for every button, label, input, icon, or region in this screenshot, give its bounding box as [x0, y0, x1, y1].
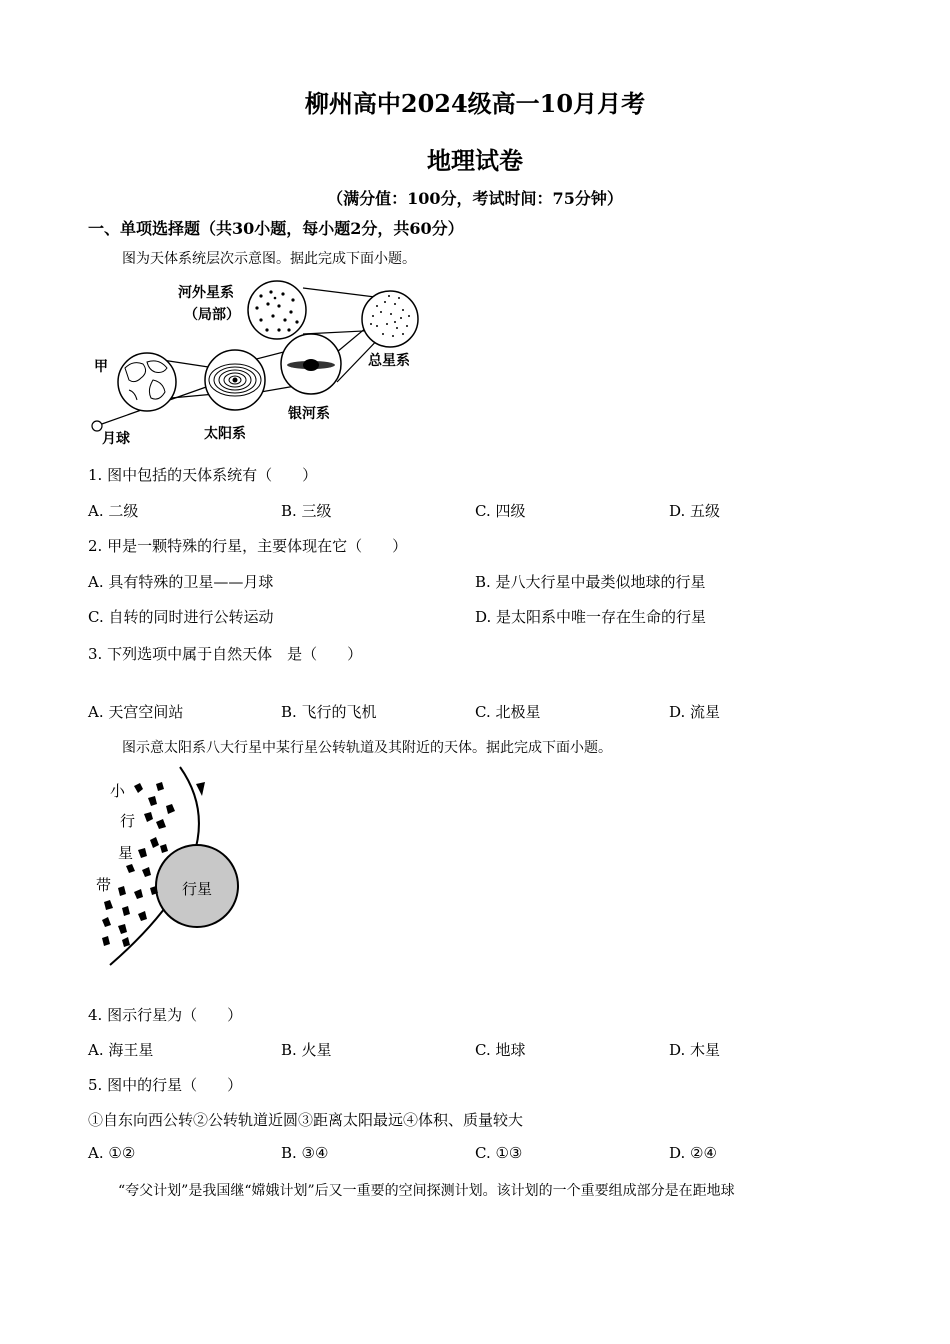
question-3-option-d[interactable]: D. 流星 — [669, 703, 721, 721]
label-milky-way: 银河系 — [288, 406, 330, 422]
exam-info: （满分值：100分，考试时间：75分钟） — [327, 189, 623, 208]
question-2-stem: 2. 甲是一颗特殊的行星，主要体现在它（ ） — [88, 537, 408, 555]
orbit-direction-arrow-icon — [196, 782, 205, 796]
question-3-option-b[interactable]: B. 飞行的飞机 — [281, 703, 377, 721]
intro-text-3: “夸父计划”是我国继“嫦娥计划”后又一重要的空间探测计划。该计划的一个重要组成部分是在距地球 — [118, 1183, 735, 1199]
question-5-stem: 5. 图中的行星（ ） — [88, 1076, 243, 1094]
question-5-option-d[interactable]: D. ②④ — [669, 1144, 717, 1162]
exam-subject: 地理试卷 — [427, 146, 523, 175]
extragalactic-circle — [248, 281, 306, 339]
question-3-option-a[interactable]: A. 天宫空间站 — [88, 703, 184, 721]
intro-text-2: 图示意太阳系八大行星中某行星公转轨道及其附近的天体。据此完成下面小题。 — [122, 740, 612, 756]
label-moon: 月球 — [102, 431, 130, 447]
question-1-option-a[interactable]: A. 二级 — [88, 502, 139, 520]
exam-title: 柳州高中2024级高一10月月考 — [304, 89, 646, 118]
question-5-option-c[interactable]: C. ①③ — [475, 1144, 523, 1162]
question-2-option-a[interactable]: A. 具有特殊的卫星——月球 — [88, 573, 274, 591]
belt-label-char-1: 小 — [110, 782, 126, 800]
question-2-option-d[interactable]: D. 是太阳系中唯一存在生命的行星 — [475, 608, 707, 626]
intro-text-1: 图为天体系统层次示意图。据此完成下面小题。 — [122, 251, 416, 267]
question-1-option-d[interactable]: D. 五级 — [669, 502, 721, 520]
belt-label-char-3: 星 — [118, 844, 134, 862]
question-1-stem: 1. 图中包括的天体系统有（ ） — [88, 466, 318, 484]
question-4-option-c[interactable]: C. 地球 — [475, 1041, 526, 1059]
label-total-galaxy: 总星系 — [368, 353, 410, 369]
question-5-option-b[interactable]: B. ③④ — [281, 1144, 329, 1162]
question-5-statements: ①自东向西公转②公转轨道近圆③距离太阳最远④体积、质量较大 — [88, 1111, 524, 1129]
label-solar-system: 太阳系 — [204, 426, 246, 442]
question-1-option-c[interactable]: C. 四级 — [475, 502, 526, 520]
question-3-option-c[interactable]: C. 北极星 — [475, 703, 541, 721]
section-heading: 一、单项选择题（共30小题，每小题2分，共60分） — [88, 219, 464, 238]
question-1-option-b[interactable]: B. 三级 — [281, 502, 332, 520]
question-3-stem: 3. 下列选项中属于自然天体 是（ ） — [88, 645, 363, 663]
question-4-option-b[interactable]: B. 火星 — [281, 1041, 332, 1059]
total-galaxy-circle — [362, 291, 418, 347]
planet-label: 行星 — [182, 880, 213, 898]
question-4-stem: 4. 图示行星为（ ） — [88, 1006, 243, 1024]
belt-label-char-2: 行 — [120, 812, 136, 830]
moon-circle — [92, 421, 102, 431]
label-extragalactic: 河外星系 — [178, 285, 234, 301]
question-2-option-c[interactable]: C. 自转的同时进行公转运动 — [88, 608, 274, 626]
label-extragalactic-partial: （局部） — [184, 307, 240, 323]
belt-label-char-4: 带 — [96, 876, 112, 894]
question-4-option-a[interactable]: A. 海王星 — [88, 1041, 154, 1059]
label-jia: 甲 — [94, 359, 108, 375]
question-4-option-d[interactable]: D. 木星 — [669, 1041, 721, 1059]
question-2-option-b[interactable]: B. 是八大行星中最类似地球的行星 — [475, 573, 706, 591]
question-5-option-a[interactable]: A. ①② — [88, 1144, 136, 1162]
